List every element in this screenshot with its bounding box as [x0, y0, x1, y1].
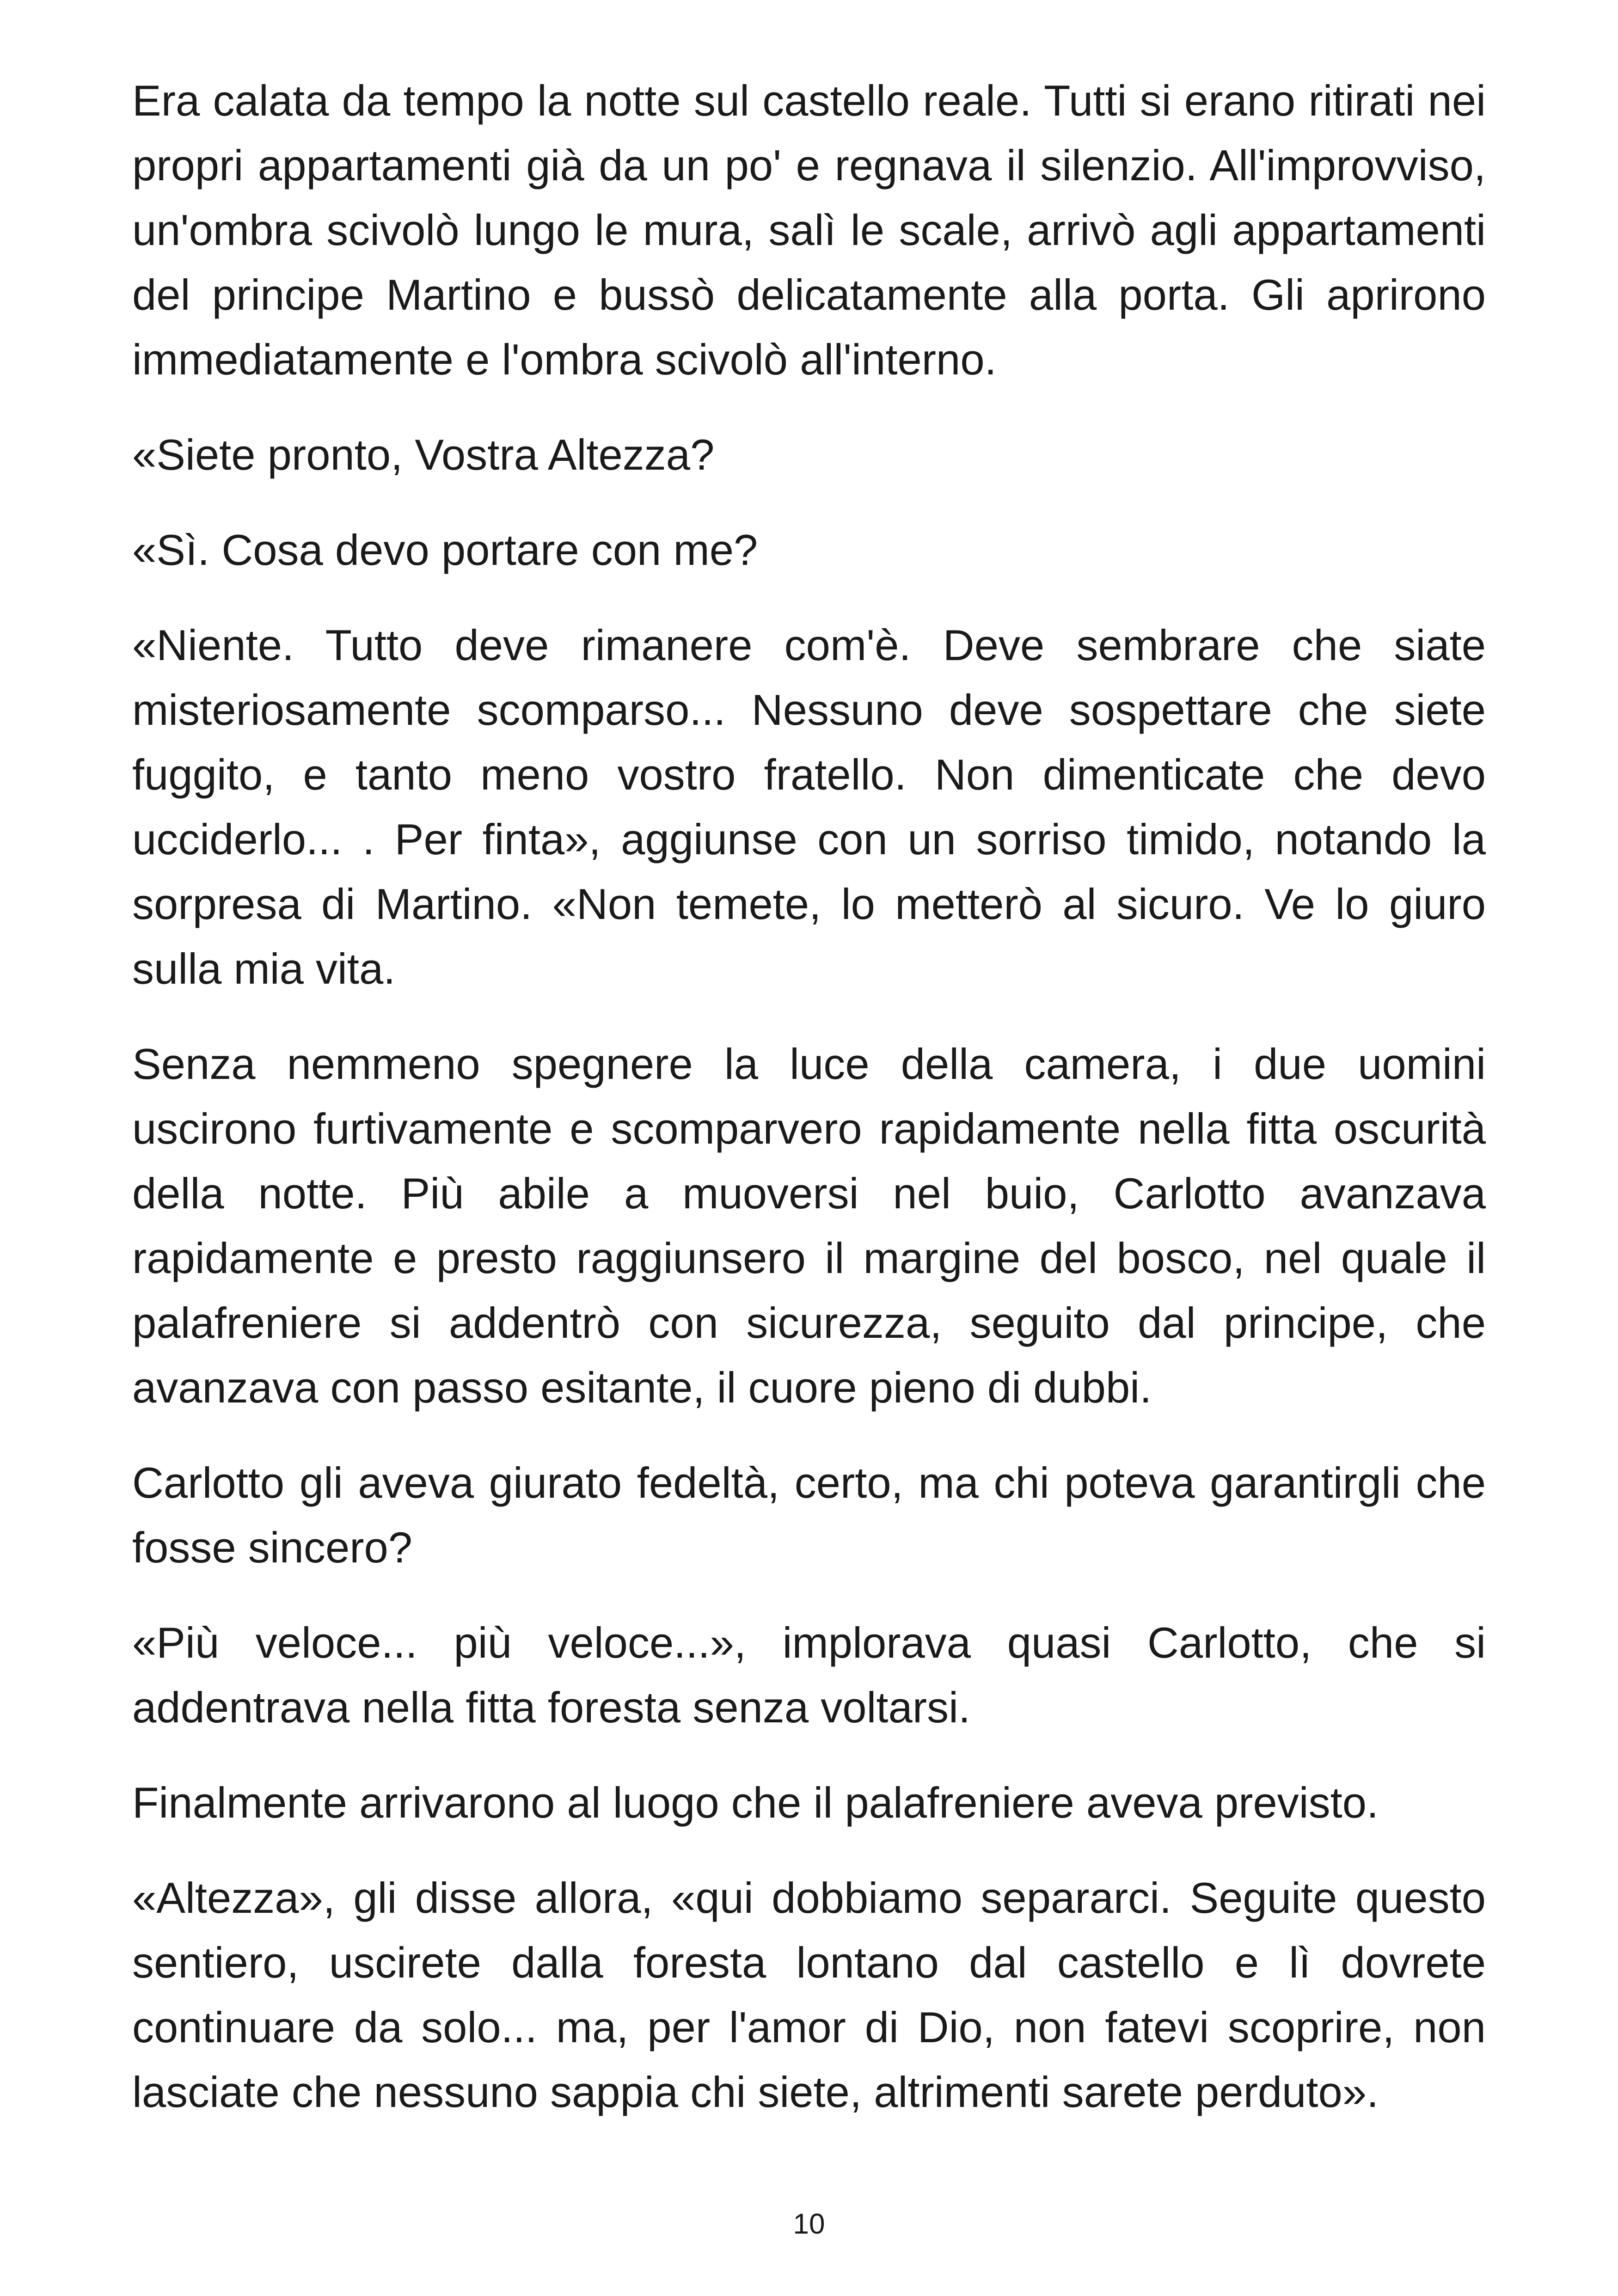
paragraph-8: Finalmente arrivarono al luogo che il palafreniere aveva previsto.: [132, 1778, 1379, 1827]
paragraph-5: Senza nemmeno spegnere la luce della camera, i due uomini uscirono furtivamente e scomparvero rapidamente nella fitta oscurità della notte. Più abile a muoversi nel buio, Carlotto avanzava rapidamente e presto raggiunsero il margine del bosco, nel quale il palafreniere si addentrò con sicurezza, seguito dal principe, che avanzava con passo esitante, il cuore pieno di dubbi.: [132, 1040, 1486, 1412]
paragraph-9: «Altezza», gli disse allora, «qui dobbiamo separarci. Seguite questo sentiero, uscirete dalla foresta lontano dal castello e lì dovrete continuare da solo... ma, per l'amor di Dio, non fatevi scoprire, non lasciate che nessuno sappia chi siete, altrimenti sarete perduto».: [132, 1874, 1486, 2116]
paragraph-7: «Più veloce... più veloce...», implorava quasi Carlotto, che si addentrava nella fitta foresta senza voltarsi.: [132, 1618, 1486, 1732]
paragraph-2: «Siete pronto, Vostra Altezza?: [132, 430, 715, 479]
page-number: 10: [793, 2208, 825, 2240]
paragraph-1: Era calata da tempo la notte sul castello reale. Tutti si erano ritirati nei propri appartamenti già da un po' e regnava il silenzio. All'improvviso, un'ombra scivolò lungo le mura, salì le scale, arrivò agli appartamenti del principe Martino e bussò delicatamente alla porta. Gli aprirono immediatamente e l'ombra scivolò all'interno.: [132, 76, 1486, 384]
paragraph-4: «Niente. Tutto deve rimanere com'è. Deve sembrare che siate misteriosamente scomparso... Nessuno deve sospettare che siete fuggito, e tanto meno vostro fratello. Non dimenticate che devo ucciderlo... . Per finta», aggiunse con un sorriso timido, notando la sorpresa di Martino. «Non temete, lo metterò al sicuro. Ve lo giuro sulla mia vita.: [132, 621, 1486, 993]
paragraph-3: «Sì. Cosa devo portare con me?: [132, 526, 758, 574]
paragraph-6: Carlotto gli aveva giurato fedeltà, certo, ma chi poteva garantirgli che fosse sincero?: [132, 1458, 1486, 1572]
book-page-body: [132, 68, 1486, 2195]
